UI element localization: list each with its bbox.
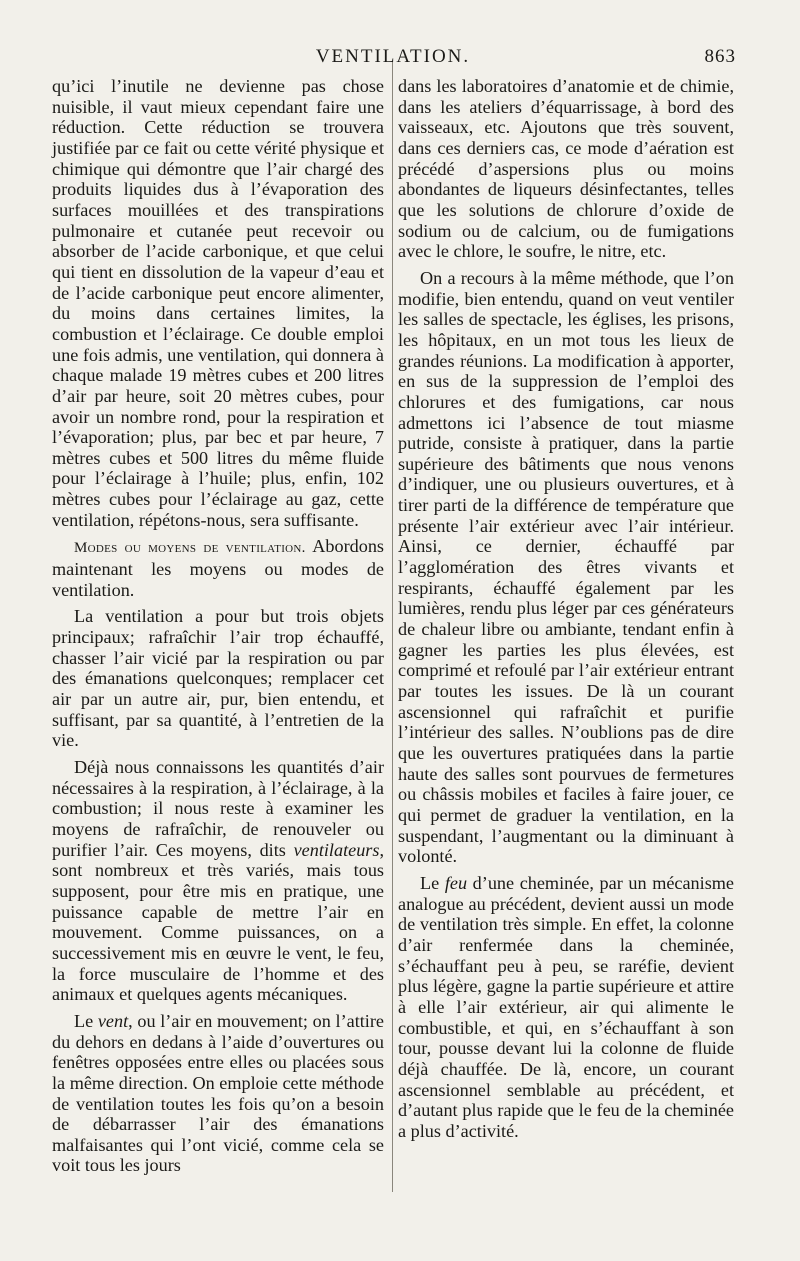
paragraph: dans les laboratoires d’anatomie et de chimie, dans les ateliers d’équarrissage, à bord des vaisseaux, etc. Ajoutons que très souvent, dans ces derniers cas, ce mode d’aération est précédé d’aspersions plus ou moins abondantes de liqueurs désinfectantes, telles que les solutions de chlorure d’oxide de sodium ou de calcium, ou de fumigations avec le chlore, le soufre, le nitre, etc.	[398, 76, 734, 262]
paragraph	[398, 873, 734, 1142]
page-number: 863	[704, 46, 736, 67]
italic-term: feu	[444, 872, 468, 893]
paragraph-text: Déjà nous connaissons les quantités d’air nécessaires à la respiration, à l’éclairage, à la combustion; il nous reste à examiner les moyens de rafraîchir, de renouveler ou purifier l’air. Ces moyens, dits	[52, 757, 384, 860]
paragraph-text: Le	[74, 1010, 98, 1031]
paragraph-text: d’une cheminée, par un mécanisme analogue au précédent, devient aussi un mode de ventilation très simple. En effet, la colonne d’air renfermée dans la cheminée, s’échauffant peu à peu, se raréfie, devient plus légère, gagne la partie supérieure et attire à elle l’air extérieur, air qui alimente le combustible, et qui, en s’échauffant à son tour, pousse devant lui la colonne de fluide déjà chauffée. De là, encore, un courant ascensionnel semblable au précédent, et d’autant plus rapide que le feu de la cheminée a plus d’activité.	[398, 872, 734, 1141]
running-title: VENTILATION.	[315, 46, 471, 67]
paragraph-text: Abordons maintenant les moyens ou modes de ventilation.	[52, 536, 384, 600]
italic-term: ventilateurs	[293, 839, 380, 860]
section-heading: Modes ou moyens de ventilation.	[74, 540, 306, 557]
left-column	[52, 76, 384, 1176]
paragraph	[52, 536, 384, 600]
italic-term: vent	[97, 1010, 129, 1031]
page-header	[50, 46, 736, 72]
paragraph-text: Le	[420, 872, 445, 893]
paragraph	[52, 757, 384, 1005]
paragraph-text: , sont nombreux et très variés, mais tous supposent, pour être mis en pratique, une puissance capable de mettre l’air en mouvement. Comme puissances, on a successivement mis en œuvre le vent, le feu, la force musculaire de l’homme et des animaux et quelques agents mécaniques.	[52, 839, 384, 1005]
paragraph: qu’ici l’inutile ne devienne pas chose nuisible, il vaut mieux cependant faire une réduction. Cette réduction se trouvera justifiée par ce fait ou cette vérité physique et chimique qui démontre que l’air chargé des produits liquides dus à l’évaporation des surfaces mouillées et des transpirations pulmonaire et cutanée peut recevoir ou absorber de l’acide carbonique, et que celui qui tient en dissolution de la vapeur d’eau et de l’acide carbonique peut encore alimenter, du moins dans certaines limites, la combustion et l’éclairage. Ce double emploi une fois admis, une ventilation, qui donnera à chaque malade 19 mètres cubes et 200 litres d’air par heure, soit 20 mètres cubes, pour avoir un nombre rond, pour la respiration et l’évaporation; plus, par bec et par heure, 7 mètres cubes et 500 litres du même fluide pour l’éclairage à l’huile; plus, enfin, 102 mètres cubes pour l’éclairage au gaz, cette ventilation, répétons-nous, sera suffisante.	[52, 76, 384, 530]
paragraph-text: , ou l’air en mouvement; on l’attire du dehors en dedans à l’aide d’ouvertures ou fenêtres opposées entre elles ou placées sous la même direction. On emploie cette méthode de ventilation toutes les fois qu’on a besoin de débarrasser l’air des émanations malfaisantes qui l’ont vicié, comme cela se voit tous les jours	[52, 1010, 384, 1176]
paragraph	[52, 1011, 384, 1176]
right-column	[398, 76, 734, 1141]
paragraph: On a recours à la même méthode, que l’on modifie, bien entendu, quand on veut ventiler les salles de spectacle, les églises, les prisons, les hôpitaux, en un mot tous les lieux de grandes réunions. La modification à apporter, en sus de la suppression de l’emploi des chlorures et des fumigations, car nous admettons ici l’absence de tout miasme putride, consiste à pratiquer, dans la partie supérieure des bâtiments que nous venons d’indiquer, une ou plusieurs ouvertures, et à tirer parti de la différence de température que présente l’air extérieur avec l’air intérieur. Ainsi, ce dernier, échauffé par l’agglomération des êtres vivants et respirants, échauffé également par les lumières, rendu plus léger par ces générateurs de chaleur libre ou ambiante, tendant enfin à gagner les parties les plus élevées, est comprimé et refoulé par l’air extérieur entrant par toutes les issues. De là un courant ascensionnel qui rafraîchit et purifie l’intérieur des salles. N’oublions pas de dire que les ouvertures pratiquées dans la partie haute des salles sont pourvues de fermetures ou châssis mobiles et faciles à faire jouer, ce qui permet de graduer la ventilation, en la suspendant, l’augmentant ou la diminuant à volonté.	[398, 267, 734, 867]
column-divider	[392, 62, 393, 1192]
paragraph: La ventilation a pour but trois objets principaux; rafraîchir l’air trop échauffé, chasser l’air vicié par la respiration ou par des émanations quelconques; remplacer cet air par un autre air, pur, bien entendu, et suffisant, par sa quantité, à l’entretien de la vie.	[52, 606, 384, 751]
